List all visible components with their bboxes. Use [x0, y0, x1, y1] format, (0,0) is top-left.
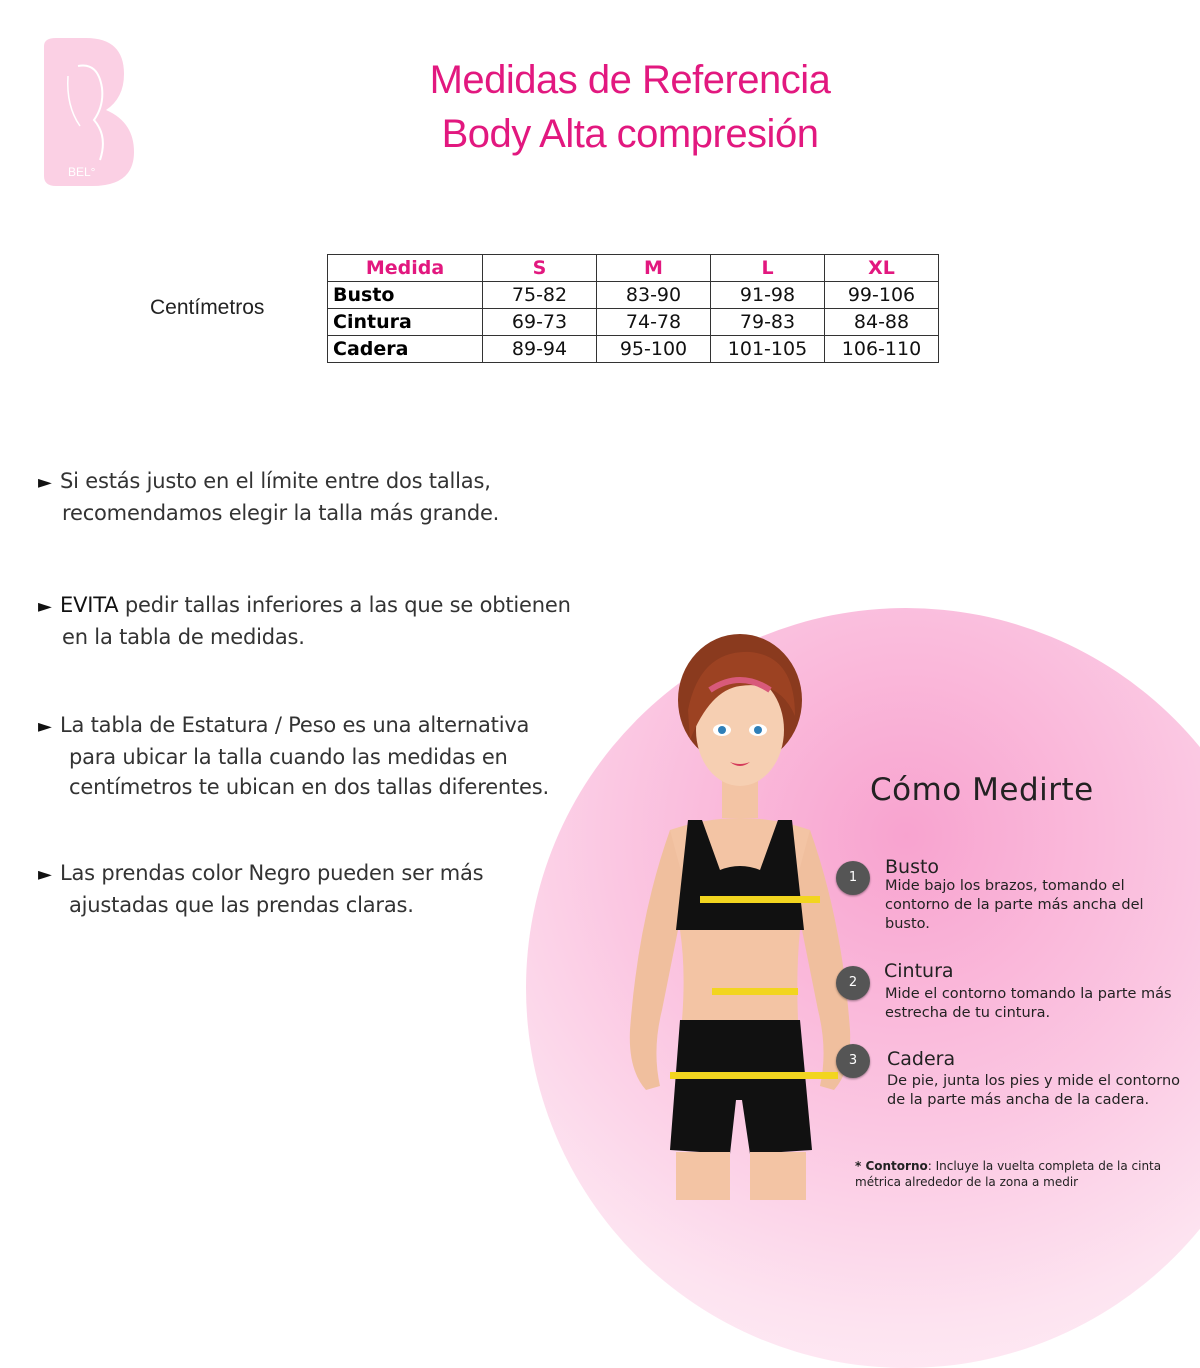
row-label: Busto	[328, 282, 483, 309]
table-row	[328, 282, 939, 309]
tip-text: Las prendas color Negro pueden ser más	[60, 861, 484, 885]
tip-text: ajustadas que las prendas claras.	[69, 893, 414, 917]
table-header-row	[328, 255, 939, 282]
table-header-cell: L	[711, 255, 825, 282]
table-cell: 89-94	[483, 336, 597, 363]
tip-text: La tabla de Estatura / Peso es una alternativa	[60, 713, 530, 737]
arrow-right-icon: ►	[38, 596, 52, 617]
tape-waist	[712, 988, 798, 995]
tip-4	[38, 858, 483, 920]
table-cell: 83-90	[597, 282, 711, 309]
tip-text: en la tabla de medidas.	[62, 625, 305, 649]
woman-figure-illustration	[590, 630, 920, 1200]
tape-bust	[700, 896, 820, 903]
tip-text: para ubicar la talla cuando las medidas en	[69, 745, 508, 769]
footnote	[855, 1158, 1175, 1190]
step-description: Mide bajo los brazos, tomando el contorno de la parte más ancha del busto.	[885, 878, 1144, 932]
tip-text: Si estás justo en el límite entre dos tallas,	[60, 469, 491, 493]
table-cell: 84-88	[825, 309, 939, 336]
tip-3	[38, 710, 549, 802]
row-label: Cintura	[328, 309, 483, 336]
step-title: Cadera	[887, 1048, 956, 1070]
table-header-cell: Medida	[328, 255, 483, 282]
table-cell: 79-83	[711, 309, 825, 336]
table-header-cell: XL	[825, 255, 939, 282]
size-table	[327, 254, 939, 363]
table-cell: 69-73	[483, 309, 597, 336]
bel-logo	[38, 36, 138, 188]
table-header-cell: S	[483, 255, 597, 282]
step-description: Mide el contorno tomando la parte más estrecha de tu cintura.	[885, 986, 1172, 1021]
tip-2	[38, 590, 571, 652]
tip-strong: EVITA	[60, 593, 119, 617]
tip-text: centímetros te ubican en dos tallas diferentes.	[69, 775, 549, 799]
step-title: Cintura	[884, 960, 954, 982]
table-row	[328, 336, 939, 363]
footnote-text: : Incluye la vuelta completa de la cinta métrica alrededor de la zona a medir	[855, 1159, 1162, 1189]
unit-label: Centímetros	[150, 296, 265, 319]
table-header-cell: M	[597, 255, 711, 282]
step-description: De pie, junta los pies y mide el contorno de la parte más ancha de la cadera.	[887, 1073, 1181, 1108]
page-title-line2: Body Alta compresión	[441, 112, 819, 156]
table-cell: 74-78	[597, 309, 711, 336]
footnote-label: * Contorno	[855, 1159, 928, 1173]
arrow-right-icon: ►	[38, 716, 52, 737]
table-cell: 101-105	[711, 336, 825, 363]
tip-text: pedir tallas inferiores a las que se obtienen	[118, 593, 571, 617]
table-cell: 99-106	[825, 282, 939, 309]
arrow-right-icon: ►	[38, 472, 52, 493]
logo-text: BEL°	[68, 165, 96, 179]
row-label: Cadera	[328, 336, 483, 363]
table-row	[328, 309, 939, 336]
table-cell: 95-100	[597, 336, 711, 363]
tip-text: recomendamos elegir la talla más grande.	[62, 501, 500, 525]
step-number-badge: 2	[836, 966, 870, 1000]
how-to-measure-title: Cómo Medirte	[870, 772, 1094, 808]
step-number-badge: 3	[836, 1044, 870, 1078]
table-cell: 91-98	[711, 282, 825, 309]
arrow-right-icon: ►	[38, 864, 52, 885]
tip-1	[38, 466, 499, 528]
step-title: Busto	[885, 856, 940, 878]
table-cell: 75-82	[483, 282, 597, 309]
step-number-badge: 1	[836, 861, 870, 895]
tape-hip	[670, 1072, 838, 1079]
table-cell: 106-110	[825, 336, 939, 363]
page-title-line1: Medidas de Referencia	[429, 58, 831, 102]
